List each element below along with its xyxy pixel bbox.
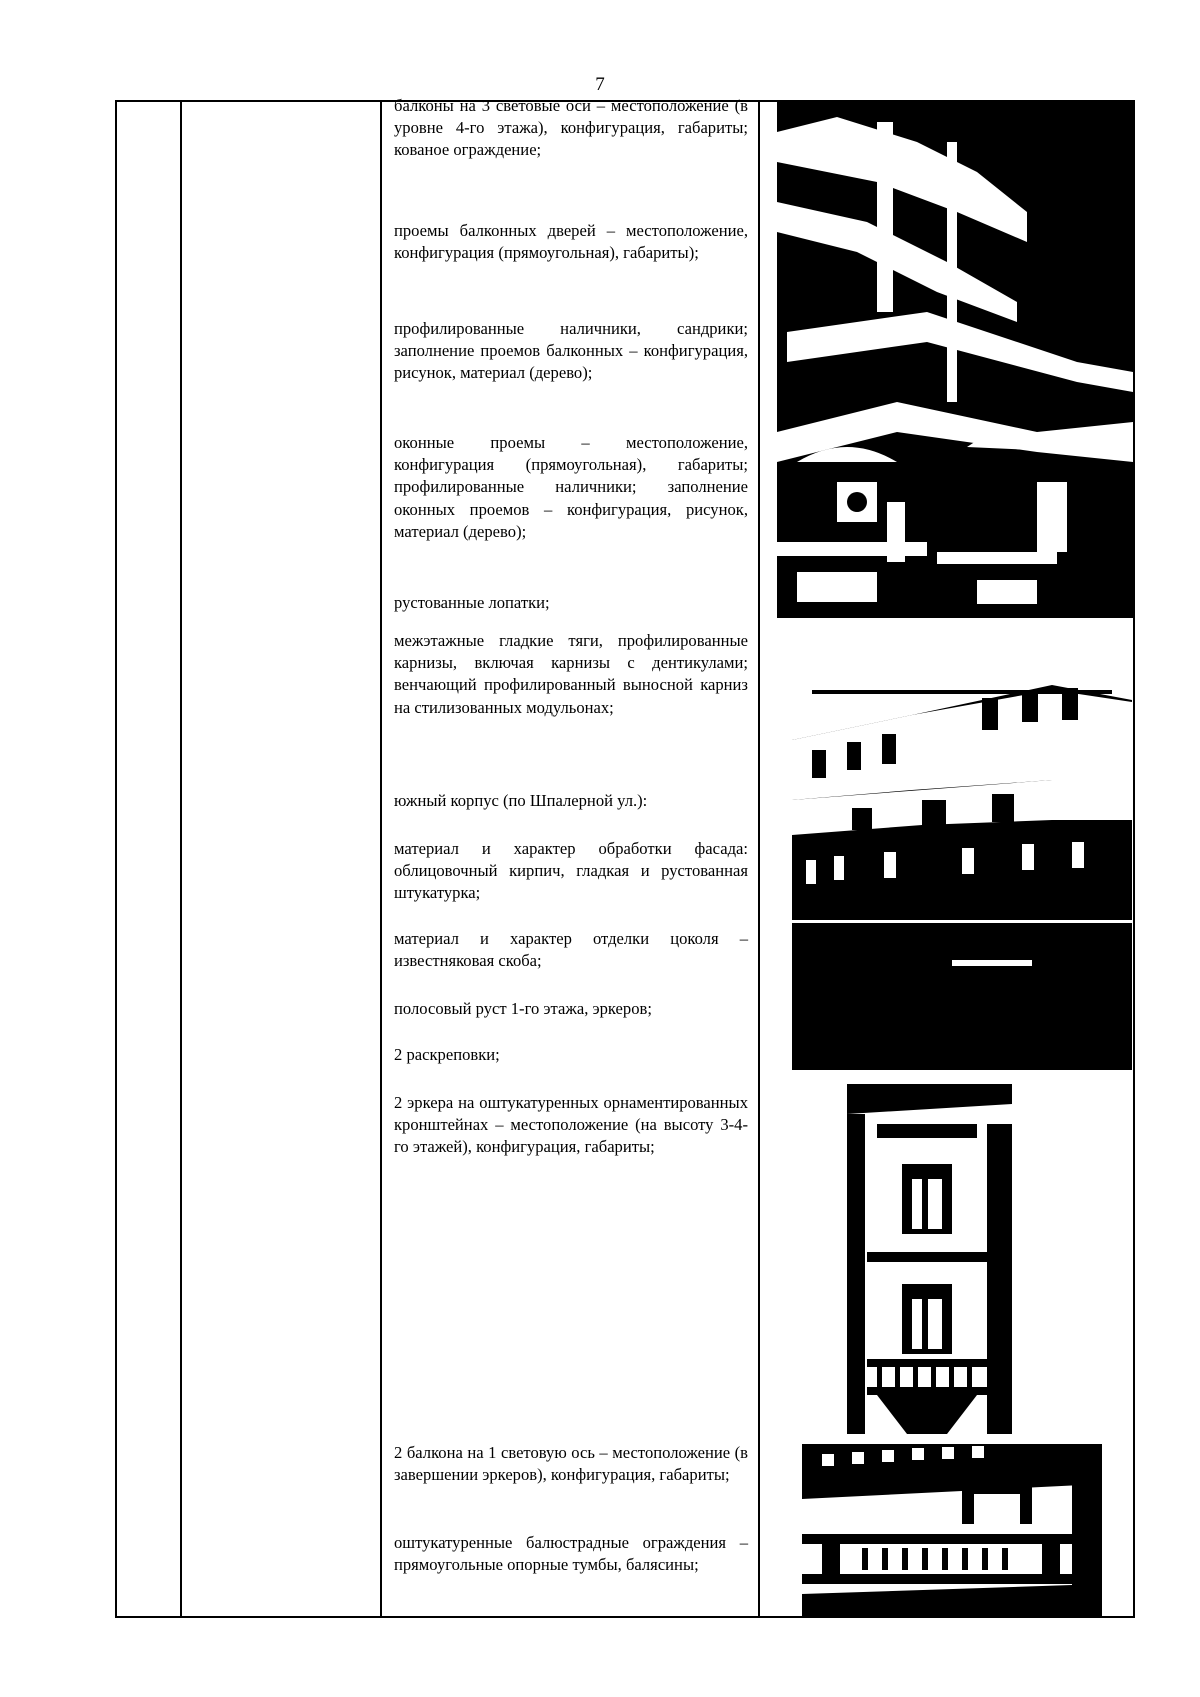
feature-paragraph: профилированные наличники, сандрики; заполнение проемов балконных – конфигурация, рисунок, материал (дерево);	[394, 319, 748, 383]
feature-paragraph: балконы на 3 световые оси – местоположение (в уровне 4-го этажа), конфигурация, габариты; кованое ограждение;	[394, 96, 748, 160]
feature-paragraph: 2 раскреповки;	[394, 1045, 500, 1064]
bay-window-photo	[847, 1084, 1012, 1434]
feature-paragraph: оштукатуренные балюстрадные ограждения – прямоугольные опорные тумбы, балясины;	[394, 1533, 748, 1575]
column-divider	[758, 102, 760, 1616]
feature-paragraph: материал и характер обработки фасада: облицовочный кирпич, гладкая и рустованная штукатурка;	[394, 839, 748, 903]
feature-paragraph: материал и характер отделки цоколя – известняковая скоба;	[394, 929, 748, 971]
monument-features-table	[115, 96, 1135, 1618]
feature-paragraph: межэтажные гладкие тяги, профилированные карнизы, включая карнизы с дентикулами; венчающий профилированный выносной карниз на стилизованных модульонах;	[394, 631, 748, 717]
balcony-balustrade-photo	[802, 1444, 1102, 1616]
column-divider	[380, 102, 382, 1616]
feature-paragraph: проемы балконных дверей – местоположение, конфигурация (прямоугольная), габариты);	[394, 221, 748, 263]
feature-paragraph: полосовый руст 1-го этажа, эркеров;	[394, 999, 652, 1018]
facade-balconies-photo	[777, 102, 1133, 618]
feature-paragraph: 2 балкона на 1 световую ось – местоположение (в завершении эркеров), конфигурация, габариты;	[394, 1443, 748, 1485]
feature-paragraph: рустованные лопатки;	[394, 593, 550, 612]
feature-paragraph: оконные проемы – местоположение, конфигурация (прямоугольная), габариты; профилированные наличники; заполнение оконных проемов – конфигурация, рисунок, материал (дерево);	[394, 433, 748, 541]
facade-upper-floors-photo	[792, 630, 1132, 1070]
feature-paragraph: 2 эркера на оштукатуренных орнаментированных кронштейнах – местоположение (на высоту 3-4-го этажей), конфигурация, габариты;	[394, 1093, 748, 1157]
column-divider	[180, 102, 182, 1616]
feature-paragraph: южный корпус (по Шпалерной ул.):	[394, 791, 648, 810]
page-number: 7	[595, 74, 605, 95]
